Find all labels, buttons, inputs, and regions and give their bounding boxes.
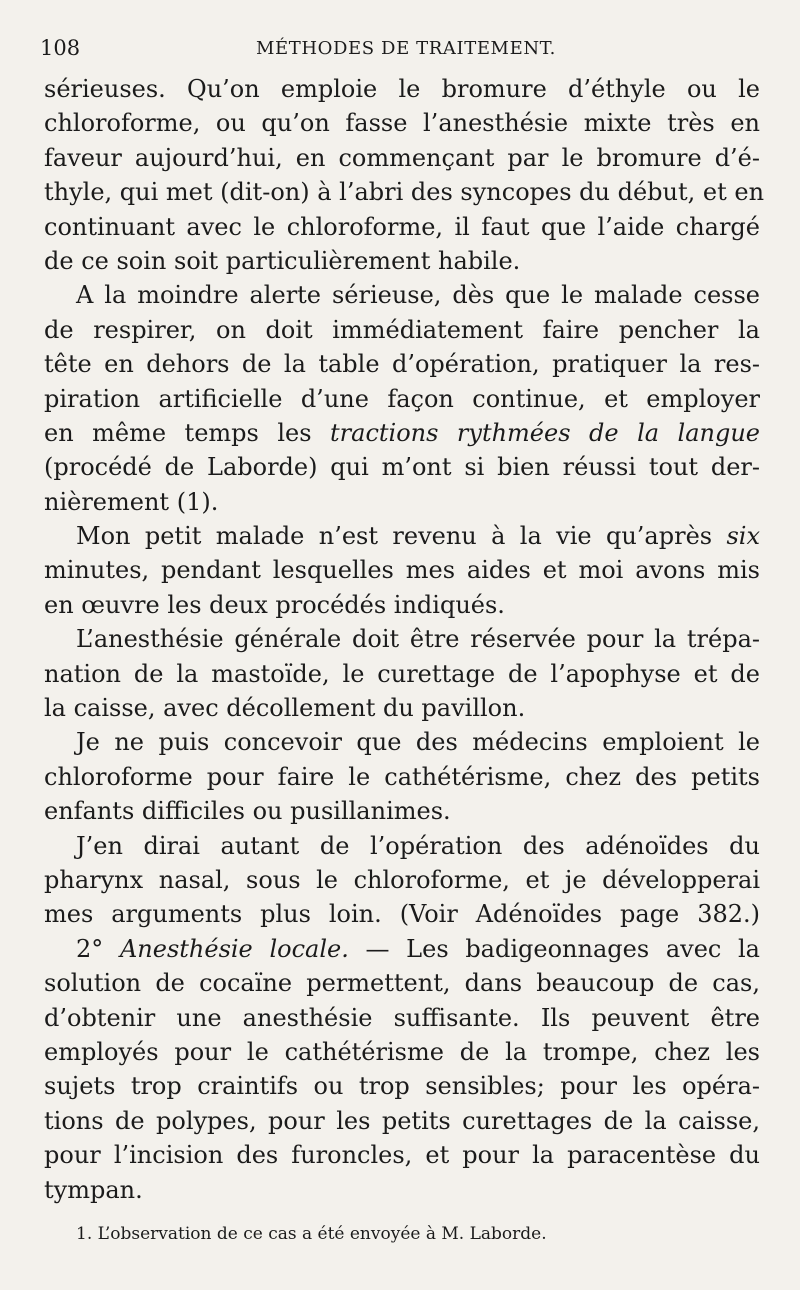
text-segment: 2° [76, 934, 120, 963]
body-text [44, 72, 765, 1207]
text-line: nation de la mastoïde, le curettage de l’apophyse et de [44, 659, 760, 688]
text-line: tête en dehors de la table d’opération, pratiquer la res- [44, 350, 760, 379]
paragraph-start-line: A la moindre alerte sérieuse, dès que le malade cesse [76, 281, 760, 310]
paragraph-start-line: J’en dirai autant de l’opération des adénoïdes du [76, 831, 760, 860]
text-line: en œuvre les deux procédés indiqués. [44, 590, 505, 619]
text-line: minutes, pendant lesquelles mes aides et moi avons mis [44, 556, 760, 585]
text-line: faveur aujourd’hui, en commençant par le bromure d’é- [44, 143, 760, 172]
text-line: thyle, qui met (dit-on) à l’abri des syncopes du début, et en [44, 178, 765, 207]
paragraph-start-line-with-italic [44, 932, 760, 966]
footnote: 1. L’observation de ce cas a été envoyée à M. Laborde. [76, 1224, 547, 1244]
text-line: chloroforme, ou qu’on fasse l’anesthésie mixte très en [44, 109, 760, 138]
text-segment: — Les badigeonnages avec la [348, 934, 760, 963]
text-line: piration artificielle d’une façon continue, et employer [44, 384, 760, 413]
text-line: tions de polypes, pour les petits curettages de la caisse, [44, 1106, 760, 1135]
text-line-with-italic [44, 416, 760, 450]
paragraph-start-line-with-italic [44, 519, 760, 553]
italic-segment: Anesthésie locale. [119, 934, 349, 963]
text-line: pharynx nasal, sous le chloroforme, et je développerai [44, 865, 760, 894]
text-segment: Mon petit malade n’est revenu à la vie qu’après [76, 522, 727, 551]
text-line: sérieuses. Qu’on emploie le bromure d’éthyle ou le [44, 75, 760, 103]
text-line: enfants difficiles ou pusillanimes. [44, 797, 451, 826]
paragraph-start-line: Je ne puis concevoir que des médecins emploient le [76, 728, 760, 757]
text-line: de ce soin soit particulièrement habile. [44, 246, 521, 275]
text-line: tympan. [44, 1175, 143, 1204]
text-line: d’obtenir une anesthésie suffisante. Ils peuvent être [44, 1003, 760, 1032]
text-line: continuant avec le chloroforme, il faut que l’aide chargé [44, 212, 760, 241]
text-line: (procédé de Laborde) qui m’ont si bien réussi tout der- [44, 453, 760, 482]
page-number: 108 [40, 36, 81, 60]
italic-segment: tractions rythmées de la langue [330, 418, 760, 447]
text-line: de respirer, on doit immédiatement faire pencher la [44, 315, 760, 344]
text-line: la caisse, avec décollement du pavillon. [44, 694, 526, 723]
text-line: mes arguments plus loin. (Voir Adénoïdes page 382.) [44, 900, 760, 929]
text-line: pour l’incision des furoncles, et pour la paracentèse du [44, 1141, 760, 1170]
text-line: employés pour le cathétérisme de la trompe, chez les [44, 1037, 760, 1066]
text-line: solution de cocaïne permettent, dans beaucoup de cas, [44, 969, 760, 998]
running-head [40, 36, 760, 64]
text-line: nièrement (1). [44, 487, 219, 516]
text-line: sujets trop craintifs ou trop sensibles; pour les opéra- [44, 1072, 760, 1101]
running-title: MÉTHODES DE TRAITEMENT. [256, 38, 556, 59]
text-segment: en même temps les [44, 418, 331, 447]
italic-segment: six [726, 522, 760, 551]
paragraph-start-line: L’anesthésie générale doit être réservée pour la trépa- [76, 625, 760, 654]
text-line: chloroforme pour faire le cathétérisme, chez des petits [44, 762, 760, 791]
